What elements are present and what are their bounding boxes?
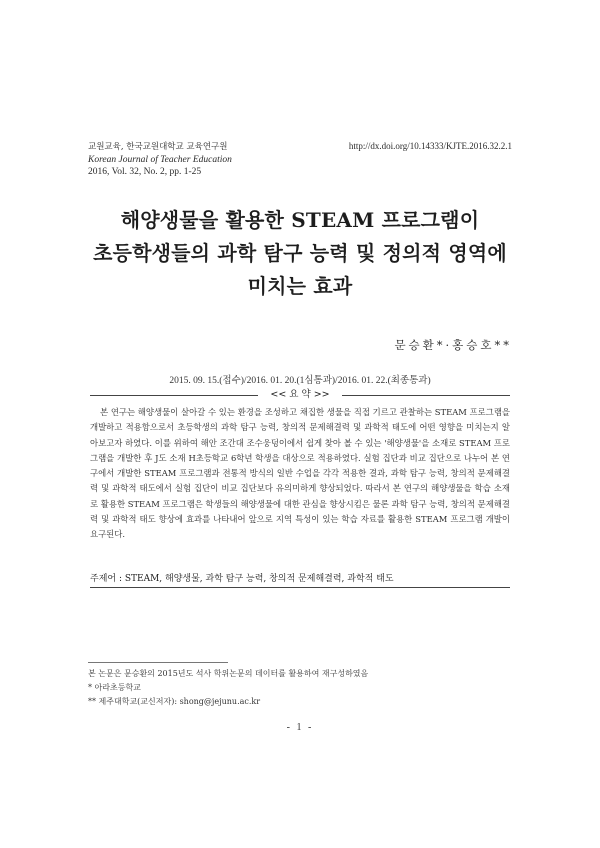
title-line-3: 미치는 효과 — [247, 274, 353, 298]
footnote-rule — [88, 662, 228, 663]
institution-text: 교원교육, 한국교원대학교 교육연구원 — [88, 142, 228, 152]
keywords-rule — [90, 587, 510, 588]
abstract-label: << 요 약 >> — [270, 389, 330, 400]
footnote-author-1: * 아라초등학교 — [88, 683, 141, 692]
footnote-source: 본 논문은 문승환의 2015년도 석사 학위논문의 데이터를 활용하여 재구성하였음 — [88, 669, 369, 678]
journal-title-en: Korean Journal of Teacher Education — [88, 154, 232, 165]
abstract-body: 본 연구는 해양생물이 살아갈 수 있는 환경을 조성하고 채집한 생물을 직접 기르고 관찰하는 STEAM 프로그램을 개발하고 적용함으로서 초등학생의 과학 탐구 능력, 창의적 문제해결력 및 과학적 태도에 어떤 영향을 미치는지 알아보고자 하였다. 이를 위하여 해안 조간대 조수웅덩이에서 쉽게 찾아 볼 수 있는 '해양생물'을 소재로 STEAM 프로그램을 개발한 후 J도 소재 H초등학교 6학년 학생을 대상으로 적용하였다. 실험 집단과 비교 집단으로 나누어 본 연구에서 개발한 STEAM 프로그램과 전통적 방식의 일반 수업을 각각 적용한 결과, 과학 탐구 능력, 창의적 문제해결력 및 과학적 태도에서 실험 집단이 비교 집단보다 유의미하게 향상되었다. 따라서 본 연구의 해양생물을 학습 소재로 활용한 STEAM 프로그램은 학생들의 해양생물에 대한 관심을 향상시킴은 물론 과학 탐구 능력, 창의적 문제해결력 및 과학적 태도 향상에 효과를 나타내어 앞으로 지역 특성이 있는 학습 자료를 활용한 STEAM 프로그램 개발이 요구된다. — [90, 407, 510, 540]
title-line-2: 초등학생들의 과학 탐구 능력 및 정의적 영역에 — [93, 241, 507, 265]
abstract-heading — [90, 388, 510, 402]
journal-header — [88, 141, 232, 179]
volume-info: 2016, Vol. 32, No. 2, pp. 1-25 — [88, 167, 202, 177]
footnote-author-2: ** 제주대학교(교신저자): shong@jejunu.ac.kr — [88, 697, 261, 706]
page-number: - 1 - — [286, 722, 314, 733]
doi-link[interactable]: http://dx.doi.org/10.14333/KJTE.2016.32.2.1 — [348, 141, 512, 151]
keywords: 주제어 : STEAM, 해양생물, 과학 탐구 능력, 창의적 문제해결력, 과학적 태도 — [90, 574, 394, 584]
authors: 문승환*·홍승호** — [394, 338, 512, 352]
title-line-1: 해양생물을 활용한 STEAM 프로그램이 — [120, 208, 480, 232]
footnotes — [88, 667, 368, 709]
paper-title — [60, 204, 540, 303]
submission-dates: 2015. 09. 15.(접수)/2016. 01. 20.(1심통과)/2016. 01. 22.(최종통과) — [169, 376, 431, 386]
abstract-rule-right — [342, 395, 510, 396]
